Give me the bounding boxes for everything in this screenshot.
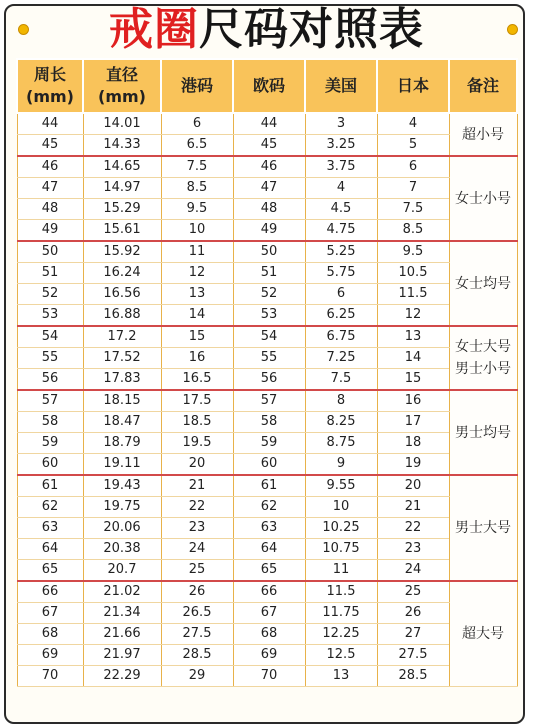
cell-us: 9	[305, 454, 377, 476]
cell-jp: 17	[377, 412, 449, 433]
cell-us: 8	[305, 390, 377, 412]
cell-hk: 16	[161, 348, 233, 369]
cell-diameter: 16.56	[83, 284, 161, 305]
header-eu: 欧码	[233, 59, 305, 113]
cell-hk: 6.5	[161, 135, 233, 157]
cell-eu: 55	[233, 348, 305, 369]
cell-diameter: 18.79	[83, 433, 161, 454]
cell-us: 5.75	[305, 263, 377, 284]
cell-eu: 53	[233, 305, 305, 327]
cell-us: 13	[305, 666, 377, 687]
table-row	[17, 305, 517, 327]
cell-circumference: 69	[17, 645, 83, 666]
table-row	[17, 603, 517, 624]
cell-diameter: 18.47	[83, 412, 161, 433]
cell-jp: 20	[377, 475, 449, 497]
cell-hk: 21	[161, 475, 233, 497]
cell-hk: 14	[161, 305, 233, 327]
cell-circumference: 52	[17, 284, 83, 305]
cell-hk: 9.5	[161, 199, 233, 220]
cell-diameter: 19.43	[83, 475, 161, 497]
header-diameter: 直径 (mm)	[83, 59, 161, 113]
header-us: 美国	[305, 59, 377, 113]
cell-diameter: 20.06	[83, 518, 161, 539]
cell-eu: 59	[233, 433, 305, 454]
cell-eu: 63	[233, 518, 305, 539]
table-row	[17, 263, 517, 284]
cell-diameter: 22.29	[83, 666, 161, 687]
cell-jp: 16	[377, 390, 449, 412]
cell-jp: 10.5	[377, 263, 449, 284]
cell-hk: 8.5	[161, 178, 233, 199]
cell-jp: 25	[377, 581, 449, 603]
table-row	[17, 220, 517, 242]
cell-diameter: 21.97	[83, 645, 161, 666]
cell-us: 12.25	[305, 624, 377, 645]
cell-us: 11.5	[305, 581, 377, 603]
cell-hk: 24	[161, 539, 233, 560]
cell-hk: 27.5	[161, 624, 233, 645]
cell-diameter: 17.2	[83, 326, 161, 348]
cell-jp: 21	[377, 497, 449, 518]
cell-diameter: 15.29	[83, 199, 161, 220]
cell-eu: 46	[233, 156, 305, 178]
table-row	[17, 199, 517, 220]
cell-circumference: 61	[17, 475, 83, 497]
table-row	[17, 348, 517, 369]
cell-us: 10.75	[305, 539, 377, 560]
cell-hk: 12	[161, 263, 233, 284]
cell-diameter: 16.24	[83, 263, 161, 284]
cell-diameter: 21.34	[83, 603, 161, 624]
cell-circumference: 57	[17, 390, 83, 412]
cell-hk: 7.5	[161, 156, 233, 178]
cell-circumference: 45	[17, 135, 83, 157]
header-hk: 港码	[161, 59, 233, 113]
cell-hk: 26	[161, 581, 233, 603]
cell-jp: 27.5	[377, 645, 449, 666]
cell-eu: 68	[233, 624, 305, 645]
cell-jp: 6	[377, 156, 449, 178]
cell-eu: 44	[233, 113, 305, 135]
cell-eu: 50	[233, 241, 305, 263]
cell-circumference: 44	[17, 113, 83, 135]
cell-jp: 24	[377, 560, 449, 582]
cell-us: 11	[305, 560, 377, 582]
cell-eu: 61	[233, 475, 305, 497]
cell-diameter: 14.33	[83, 135, 161, 157]
cell-circumference: 66	[17, 581, 83, 603]
cell-eu: 65	[233, 560, 305, 582]
cell-diameter: 14.97	[83, 178, 161, 199]
cell-eu: 57	[233, 390, 305, 412]
cell-diameter: 20.38	[83, 539, 161, 560]
cell-diameter: 19.11	[83, 454, 161, 476]
cell-us: 7.25	[305, 348, 377, 369]
cell-hk: 17.5	[161, 390, 233, 412]
table-row	[17, 113, 517, 135]
size-group-label: 男士大号	[449, 475, 517, 581]
table-row	[17, 475, 517, 497]
cell-us: 10	[305, 497, 377, 518]
cell-eu: 70	[233, 666, 305, 687]
table-row	[17, 581, 517, 603]
cell-diameter: 15.61	[83, 220, 161, 242]
cell-eu: 58	[233, 412, 305, 433]
cell-eu: 52	[233, 284, 305, 305]
header-circumference: 周长 (mm)	[17, 59, 83, 113]
cell-jp: 27	[377, 624, 449, 645]
cell-circumference: 54	[17, 326, 83, 348]
cell-jp: 13	[377, 326, 449, 348]
table-row	[17, 518, 517, 539]
header-note: 备注	[449, 59, 517, 113]
header-jp: 日本	[377, 59, 449, 113]
table-row	[17, 497, 517, 518]
table-row	[17, 135, 517, 157]
cell-hk: 23	[161, 518, 233, 539]
cell-us: 6	[305, 284, 377, 305]
cell-circumference: 58	[17, 412, 83, 433]
cell-us: 9.55	[305, 475, 377, 497]
cell-us: 3.25	[305, 135, 377, 157]
cell-hk: 11	[161, 241, 233, 263]
size-group-label: 超大号	[449, 581, 517, 687]
cell-circumference: 64	[17, 539, 83, 560]
cell-jp: 22	[377, 518, 449, 539]
cell-hk: 19.5	[161, 433, 233, 454]
cell-eu: 69	[233, 645, 305, 666]
table-row	[17, 178, 517, 199]
cell-us: 3.75	[305, 156, 377, 178]
cell-hk: 18.5	[161, 412, 233, 433]
cell-jp: 14	[377, 348, 449, 369]
cell-eu: 56	[233, 369, 305, 391]
cell-circumference: 68	[17, 624, 83, 645]
cell-eu: 64	[233, 539, 305, 560]
cell-us: 8.25	[305, 412, 377, 433]
table-row	[17, 390, 517, 412]
cell-us: 7.5	[305, 369, 377, 391]
table-row	[17, 666, 517, 687]
ring-size-table	[16, 58, 518, 687]
cell-jp: 23	[377, 539, 449, 560]
table-row	[17, 560, 517, 582]
cell-hk: 6	[161, 113, 233, 135]
size-group-label: 女士小号	[449, 156, 517, 241]
table-row	[17, 645, 517, 666]
cell-eu: 60	[233, 454, 305, 476]
cell-diameter: 18.15	[83, 390, 161, 412]
cell-diameter: 21.02	[83, 581, 161, 603]
table-row	[17, 624, 517, 645]
cell-us: 4.75	[305, 220, 377, 242]
cell-jp: 8.5	[377, 220, 449, 242]
size-group-label: 超小号	[449, 113, 517, 156]
cell-circumference: 51	[17, 263, 83, 284]
table-body	[17, 113, 517, 687]
title-accent: 戒圈	[109, 4, 199, 55]
cell-us: 5.25	[305, 241, 377, 263]
cell-jp: 7.5	[377, 199, 449, 220]
page-title	[0, 4, 533, 56]
cell-hk: 20	[161, 454, 233, 476]
cell-hk: 28.5	[161, 645, 233, 666]
cell-circumference: 59	[17, 433, 83, 454]
cell-us: 4.5	[305, 199, 377, 220]
cell-circumference: 55	[17, 348, 83, 369]
cell-us: 6.75	[305, 326, 377, 348]
cell-circumference: 56	[17, 369, 83, 391]
cell-jp: 7	[377, 178, 449, 199]
header-row	[17, 59, 517, 113]
cell-jp: 9.5	[377, 241, 449, 263]
cell-diameter: 17.52	[83, 348, 161, 369]
cell-hk: 10	[161, 220, 233, 242]
table-row	[17, 156, 517, 178]
size-group-label: 男士均号	[449, 390, 517, 475]
cell-diameter: 17.83	[83, 369, 161, 391]
cell-circumference: 46	[17, 156, 83, 178]
cell-jp: 28.5	[377, 666, 449, 687]
table-row	[17, 241, 517, 263]
cell-hk: 13	[161, 284, 233, 305]
cell-us: 10.25	[305, 518, 377, 539]
table-row	[17, 454, 517, 476]
cell-jp: 19	[377, 454, 449, 476]
table-row	[17, 433, 517, 454]
cell-hk: 26.5	[161, 603, 233, 624]
cell-diameter: 19.75	[83, 497, 161, 518]
cell-hk: 15	[161, 326, 233, 348]
size-group-label: 女士大号 男士小号	[449, 326, 517, 390]
cell-jp: 26	[377, 603, 449, 624]
cell-eu: 48	[233, 199, 305, 220]
cell-circumference: 70	[17, 666, 83, 687]
cell-us: 11.75	[305, 603, 377, 624]
cell-jp: 4	[377, 113, 449, 135]
cell-hk: 16.5	[161, 369, 233, 391]
cell-diameter: 20.7	[83, 560, 161, 582]
cell-eu: 45	[233, 135, 305, 157]
cell-circumference: 63	[17, 518, 83, 539]
cell-circumference: 60	[17, 454, 83, 476]
cell-diameter: 15.92	[83, 241, 161, 263]
title-main: 尺码对照表	[199, 4, 424, 55]
cell-jp: 18	[377, 433, 449, 454]
cell-circumference: 48	[17, 199, 83, 220]
cell-diameter: 21.66	[83, 624, 161, 645]
cell-jp: 15	[377, 369, 449, 391]
size-group-label: 女士均号	[449, 241, 517, 326]
table-row	[17, 412, 517, 433]
table-row	[17, 369, 517, 391]
cell-eu: 54	[233, 326, 305, 348]
table-row	[17, 539, 517, 560]
cell-jp: 5	[377, 135, 449, 157]
cell-us: 8.75	[305, 433, 377, 454]
cell-circumference: 65	[17, 560, 83, 582]
cell-eu: 49	[233, 220, 305, 242]
cell-eu: 67	[233, 603, 305, 624]
cell-diameter: 16.88	[83, 305, 161, 327]
cell-hk: 22	[161, 497, 233, 518]
cell-diameter: 14.65	[83, 156, 161, 178]
cell-jp: 11.5	[377, 284, 449, 305]
cell-us: 6.25	[305, 305, 377, 327]
cell-circumference: 49	[17, 220, 83, 242]
cell-circumference: 67	[17, 603, 83, 624]
cell-circumference: 53	[17, 305, 83, 327]
cell-us: 3	[305, 113, 377, 135]
cell-jp: 12	[377, 305, 449, 327]
cell-eu: 62	[233, 497, 305, 518]
cell-us: 12.5	[305, 645, 377, 666]
cell-eu: 66	[233, 581, 305, 603]
table-row	[17, 284, 517, 305]
cell-hk: 25	[161, 560, 233, 582]
cell-us: 4	[305, 178, 377, 199]
cell-hk: 29	[161, 666, 233, 687]
cell-circumference: 62	[17, 497, 83, 518]
cell-eu: 47	[233, 178, 305, 199]
cell-circumference: 50	[17, 241, 83, 263]
table-row	[17, 326, 517, 348]
cell-eu: 51	[233, 263, 305, 284]
cell-circumference: 47	[17, 178, 83, 199]
cell-diameter: 14.01	[83, 113, 161, 135]
